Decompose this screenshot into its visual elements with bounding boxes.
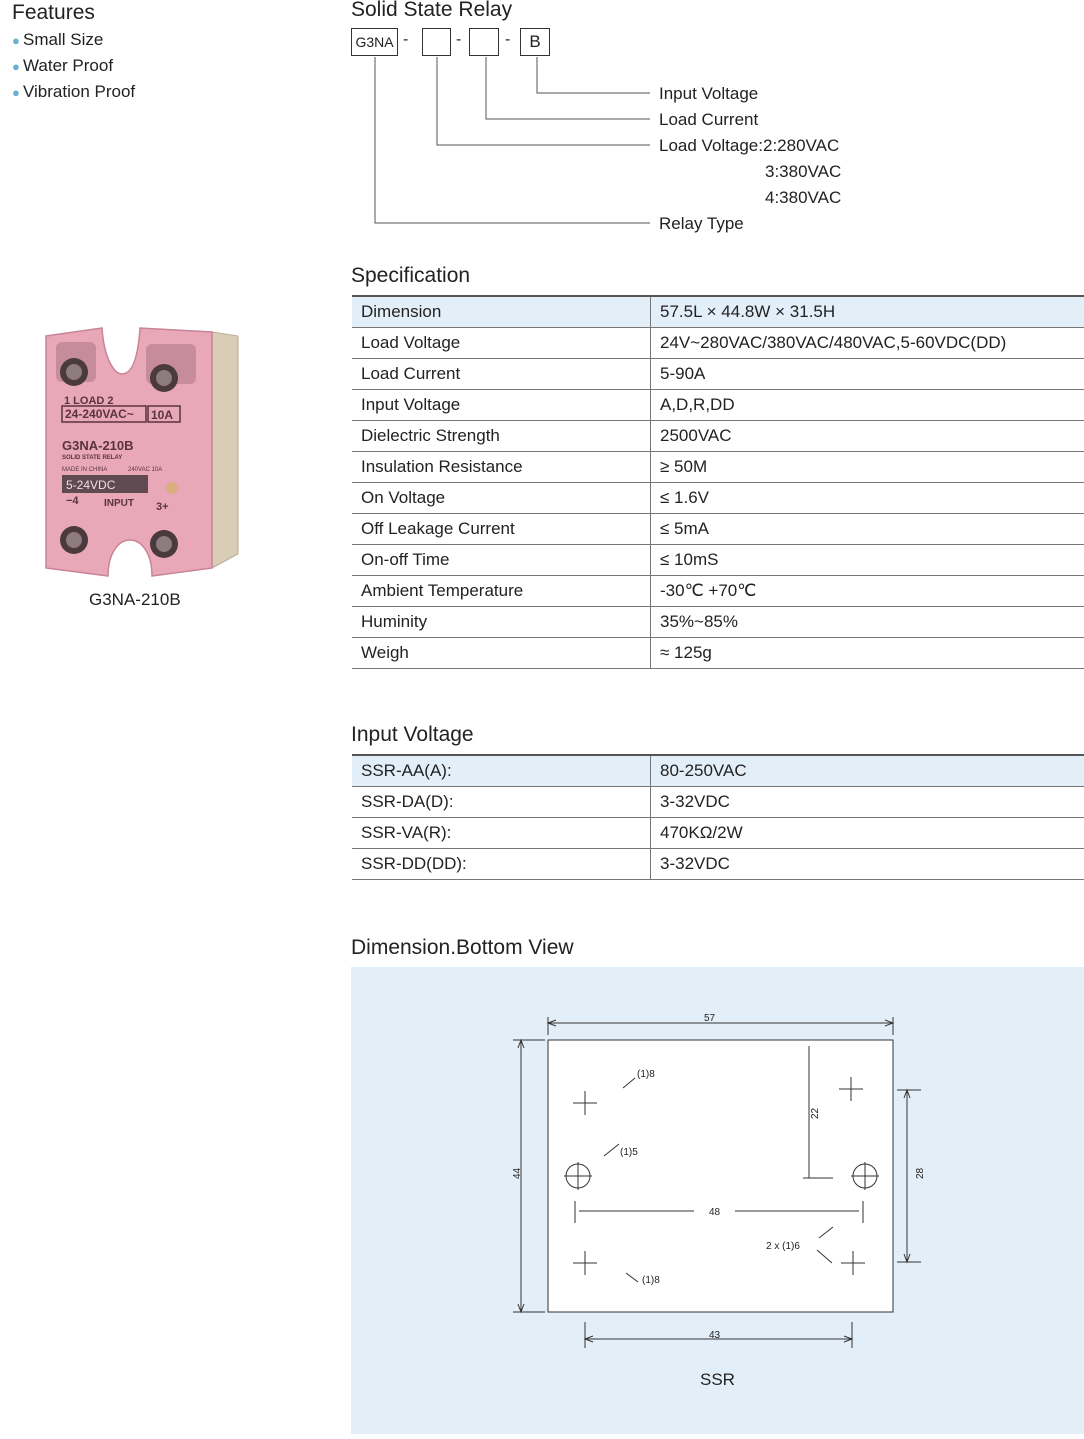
feature-item: ● Vibration Proof	[12, 82, 136, 101]
photo-current-text: 10A	[151, 408, 174, 422]
dim-inner-label: 22	[810, 1107, 821, 1119]
photo-minus-text: −4	[66, 495, 79, 507]
table-row: Dimension 57.5L × 44.8W × 31.5H	[352, 296, 1084, 328]
product-photo	[42, 318, 240, 580]
input-voltage-table	[352, 754, 1084, 880]
table-row: Ambient Temperature -30℃ +70℃	[352, 576, 1084, 607]
code-label-input-voltage: Input Voltage	[659, 84, 759, 103]
dimension-title: Dimension.Bottom View	[351, 936, 574, 959]
code-label-load-current: Load Current	[659, 110, 759, 129]
bullet-icon: ●	[12, 33, 20, 48]
table-row: SSR-VA(R): 470KΩ/2W	[352, 818, 1084, 849]
table-row: Insulation Resistance ≥ 50M	[352, 452, 1084, 483]
photo-plus-text: 3+	[156, 501, 169, 513]
hole-top-label: (1)8	[637, 1069, 655, 1080]
table-row: Huminity 35%~85%	[352, 607, 1084, 638]
table-row: SSR-AA(A): 80-250VAC	[352, 755, 1084, 787]
input-voltage-title: Input Voltage	[351, 723, 474, 746]
dim-height-label: 44	[512, 1167, 523, 1179]
code-suffix-box: B	[520, 28, 550, 56]
table-row: Input Voltage A,D,R,DD	[352, 390, 1084, 421]
code-label-load-voltage: Load Voltage:2:280VAC	[659, 136, 840, 155]
table-row: SSR-DD(DD): 3-32VDC	[352, 849, 1084, 880]
photo-model-text: G3NA-210B	[62, 438, 134, 453]
photo-input-text: INPUT	[104, 498, 134, 509]
dim-bottom-label: 43	[709, 1330, 721, 1341]
bullet-icon: ●	[12, 85, 20, 100]
code-label-lv4: 4:380VAC	[765, 188, 842, 207]
feature-item: ● Small Size	[12, 30, 104, 49]
code-prefix-box: G3NA	[351, 28, 398, 56]
table-row: Dielectric Strength 2500VAC	[352, 421, 1084, 452]
dimension-drawing-panel	[351, 967, 1084, 1434]
specification-table	[352, 295, 1084, 669]
photo-load-text: 1 LOAD 2	[64, 395, 114, 407]
code-leader-lines	[0, 0, 700, 240]
code-label-relay-type: Relay Type	[659, 214, 744, 233]
dim-width-label: 57	[704, 1013, 716, 1024]
code-dash: -	[505, 31, 511, 48]
photo-rating-text: 240VAC 10A	[128, 467, 163, 473]
code-dash: -	[456, 31, 462, 48]
hole-right-label: 2 x (1)6	[766, 1241, 800, 1252]
features-title: Features	[12, 1, 95, 24]
relay-outline	[548, 1040, 893, 1312]
feature-item: ● Water Proof	[12, 56, 114, 75]
photo-made-text: MADE IN CHINA	[62, 467, 108, 473]
code-title: Solid State Relay	[351, 0, 513, 21]
specification-title: Specification	[351, 264, 471, 287]
table-row: Load Voltage 24V~280VAC/380VAC/480VAC,5-60VDC(DD)	[352, 328, 1084, 359]
dim-span-label: 48	[709, 1207, 721, 1218]
drawing-caption: SSR	[700, 1370, 735, 1389]
table-row: SSR-DA(D): 3-32VDC	[352, 787, 1084, 818]
led-indicator-icon	[166, 482, 178, 494]
photo-input-voltage-text: 5-24VDC	[66, 478, 116, 492]
photo-voltage-text: 24-240VAC~	[65, 407, 134, 421]
hole-bottom-label: (1)8	[642, 1275, 660, 1286]
table-row: Load Current 5-90A	[352, 359, 1084, 390]
code-label-lv3: 3:380VAC	[765, 162, 842, 181]
table-row: On-off Time ≤ 10mS	[352, 545, 1084, 576]
table-row: On Voltage ≤ 1.6V	[352, 483, 1084, 514]
table-row: Off Leakage Current ≤ 5mA	[352, 514, 1084, 545]
dimension-drawing	[351, 967, 1084, 1434]
hole-left-label: (1)5	[620, 1147, 638, 1158]
dim-height-right-label: 28	[915, 1167, 926, 1179]
product-caption: G3NA-210B	[89, 590, 181, 609]
table-row: Weigh ≈ 125g	[352, 638, 1084, 669]
photo-subtitle-text: SOLID STATE RELAY	[62, 455, 123, 461]
bullet-icon: ●	[12, 59, 20, 74]
code-dash: -	[403, 31, 409, 48]
